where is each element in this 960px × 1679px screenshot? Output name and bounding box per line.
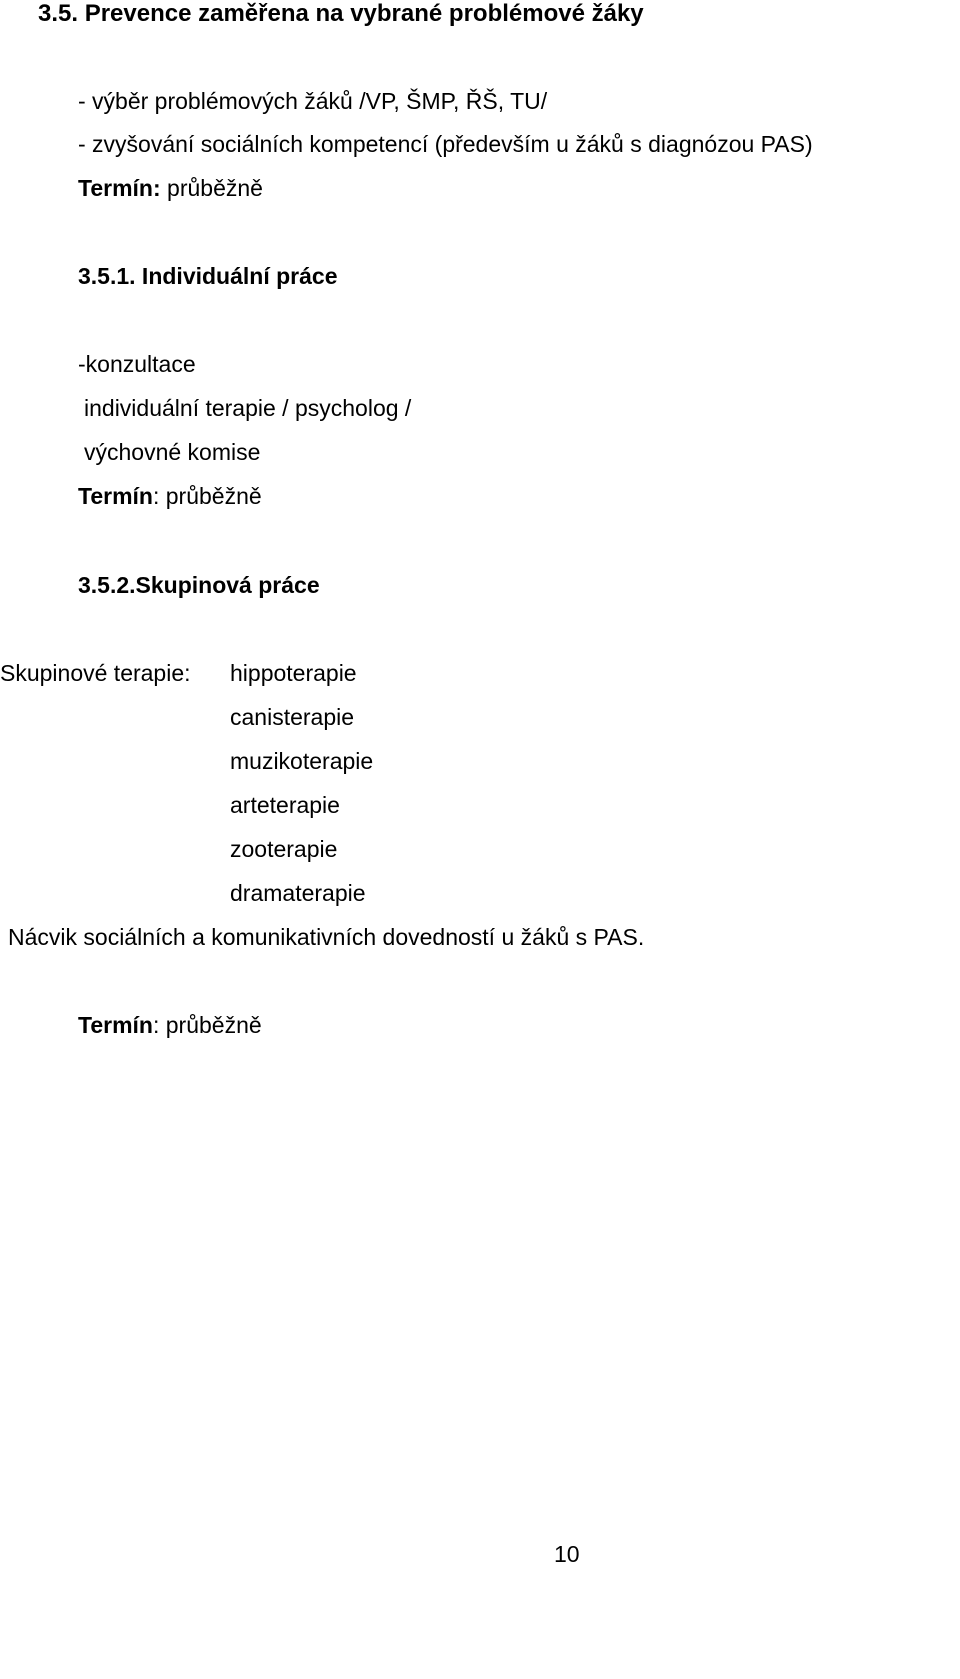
term-label: Termín: bbox=[78, 175, 161, 201]
list-item: -konzultace bbox=[78, 351, 196, 377]
subsection-heading-group: 3.5.2.Skupinová práce bbox=[78, 572, 320, 598]
subsection-heading-individual: 3.5.1. Individuální práce bbox=[78, 263, 338, 289]
therapies-label: Skupinové terapie: bbox=[0, 660, 191, 686]
term-line bbox=[78, 1014, 262, 1037]
page-number: 10 bbox=[554, 1541, 580, 1567]
therapy-item: dramaterapie bbox=[230, 880, 366, 906]
bullet-item: - zvyšování sociálních kompetencí (především u žáků s diagnózou PAS) bbox=[78, 131, 813, 157]
therapy-item: zooterapie bbox=[230, 836, 338, 862]
term-line bbox=[78, 485, 262, 508]
training-note: Nácvik sociálních a komunikativních dovedností u žáků s PAS. bbox=[8, 924, 645, 950]
term-value: : průběžně bbox=[152, 1012, 262, 1038]
therapy-item: hippoterapie bbox=[230, 660, 357, 686]
term-value: : průběžně bbox=[152, 483, 262, 509]
section-heading: 3.5. Prevence zaměřena na vybrané problémové žáky bbox=[38, 0, 644, 27]
term-line bbox=[78, 177, 263, 200]
list-item: individuální terapie / psycholog / bbox=[84, 395, 412, 421]
bullet-item: - výběr problémových žáků /VP, ŠMP, ŘŠ, TU/ bbox=[78, 88, 548, 114]
therapy-item: muzikoterapie bbox=[230, 748, 374, 774]
therapy-item: canisterapie bbox=[230, 704, 355, 730]
list-item: výchovné komise bbox=[84, 439, 261, 465]
term-label: Termín bbox=[78, 483, 153, 509]
term-label: Termín bbox=[78, 1012, 153, 1038]
therapy-item: arteterapie bbox=[230, 792, 340, 818]
term-value: průběžně bbox=[160, 175, 263, 201]
